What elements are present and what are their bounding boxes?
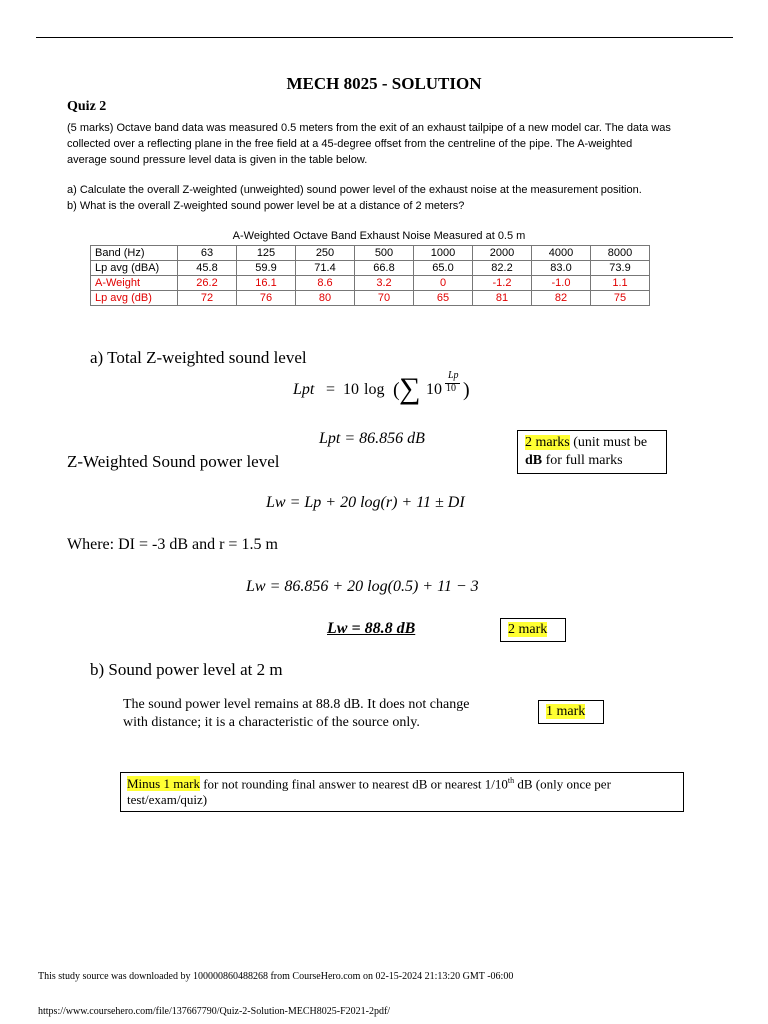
question-part-a: a) Calculate the overall Z-weighted (unweighted) sound power level of the exhaust noise at the measurement position. bbox=[67, 184, 642, 196]
penalty-text-end: dB (only once per test/exam/quiz) bbox=[127, 776, 611, 808]
z-weighted-heading: Z-Weighted Sound power level bbox=[67, 452, 280, 471]
eq-lhs: Lpt bbox=[293, 381, 315, 398]
table-cell: 82 bbox=[532, 291, 591, 306]
marks-highlight: 2 mark bbox=[508, 622, 548, 637]
equation-sound-power: Lw = Lp + 20 log(r) + 11 ± DI bbox=[266, 494, 465, 511]
penalty-highlight: Minus 1 mark bbox=[127, 776, 200, 792]
footer-source-url[interactable]: https://www.coursehero.com/file/137667790/Quiz-2-Solution-MECH8025-F2021-2pdf/ bbox=[38, 1006, 391, 1017]
table-cell: 66.8 bbox=[355, 261, 414, 276]
table-cell: 3.2 bbox=[355, 276, 414, 291]
table-row bbox=[91, 261, 650, 276]
table-cell: 73.9 bbox=[591, 261, 650, 276]
marks-note: (unit must be bbox=[569, 435, 648, 450]
table-cell: 1000 bbox=[414, 246, 473, 261]
table-cell: 4000 bbox=[532, 246, 591, 261]
question-line: (5 marks) Octave band data was measured 0.5 meters from the exit of an exhaust tailpipe of a new model car. The data was bbox=[67, 122, 671, 134]
where-line: Where: DI = -3 dB and r = 1.5 m bbox=[67, 536, 278, 553]
explanation-line: with distance; it is a characteristic of the source only. bbox=[123, 715, 420, 730]
table-cell: 80 bbox=[296, 291, 355, 306]
marks-note-end: for full marks bbox=[542, 453, 623, 468]
marks-box-lw bbox=[500, 618, 566, 642]
eq-log: log bbox=[364, 381, 385, 398]
table-cell: 0 bbox=[414, 276, 473, 291]
row-label: Lp avg (dBA) bbox=[91, 261, 178, 276]
marks-box-lpt bbox=[517, 430, 667, 474]
question-line: average sound pressure level data is given in the table below. bbox=[67, 154, 368, 166]
penalty-note-box bbox=[120, 772, 684, 812]
table-row bbox=[91, 276, 650, 291]
equation-final-answer: Lw = 88.8 dB bbox=[327, 620, 416, 637]
top-rule bbox=[36, 37, 733, 38]
marks-box-part-b bbox=[538, 700, 604, 724]
part-b-heading: b) Sound power level at 2 m bbox=[90, 660, 283, 679]
table-cell: 8000 bbox=[591, 246, 650, 261]
footer-download-notice: This study source was downloaded by 100000860488268 from CourseHero.com on 02-15-2024 21:13:20 GMT -06:00 bbox=[38, 971, 514, 982]
eq-open-paren: ( bbox=[393, 379, 400, 401]
table-caption: A-Weighted Octave Band Exhaust Noise Measured at 0.5 m bbox=[232, 230, 526, 242]
table-cell: 250 bbox=[296, 246, 355, 261]
table-row bbox=[91, 246, 650, 261]
table-cell: -1.2 bbox=[473, 276, 532, 291]
table-cell: 500 bbox=[355, 246, 414, 261]
table-cell: 26.2 bbox=[178, 276, 237, 291]
eq-close-paren: ) bbox=[463, 379, 470, 401]
table-cell: 76 bbox=[237, 291, 296, 306]
table-cell: 8.6 bbox=[296, 276, 355, 291]
quiz-label: Quiz 2 bbox=[67, 99, 107, 114]
table-cell: 16.1 bbox=[237, 276, 296, 291]
eq-sum: ∑ bbox=[399, 372, 421, 405]
table-cell: 83.0 bbox=[532, 261, 591, 276]
table-cell: 82.2 bbox=[473, 261, 532, 276]
row-label: Lp avg (dB) bbox=[91, 291, 178, 306]
octave-band-table bbox=[90, 245, 650, 306]
eq-exp-den: 10 bbox=[446, 383, 456, 394]
table-cell: 59.9 bbox=[237, 261, 296, 276]
table-cell: 81 bbox=[473, 291, 532, 306]
part-b-explanation bbox=[123, 696, 469, 732]
table-cell: 72 bbox=[178, 291, 237, 306]
eq-exp-num: Lp bbox=[448, 370, 459, 381]
table-cell: 71.4 bbox=[296, 261, 355, 276]
unit-bold: dB bbox=[525, 453, 543, 468]
penalty-superscript: th bbox=[507, 776, 515, 785]
eq-equals: = bbox=[326, 381, 336, 398]
table-cell: 2000 bbox=[473, 246, 532, 261]
question-parts bbox=[67, 182, 717, 214]
row-label: Band (Hz) bbox=[91, 246, 178, 261]
table-cell: 1.1 bbox=[591, 276, 650, 291]
question-paragraph bbox=[67, 120, 717, 168]
equation-total-level bbox=[293, 370, 493, 410]
table-cell: 70 bbox=[355, 291, 414, 306]
table-cell: -1.0 bbox=[532, 276, 591, 291]
marks-highlight: 2 marks bbox=[525, 435, 570, 450]
table-row bbox=[91, 291, 650, 306]
table-cell: 45.8 bbox=[178, 261, 237, 276]
question-line: collected over a reflecting plane in the free field at a 45-degree offset from the centreline of the pipe. The A-weighted bbox=[67, 138, 633, 150]
marks-highlight: 1 mark bbox=[546, 704, 586, 719]
table-cell: 65 bbox=[414, 291, 473, 306]
table-cell: 65.0 bbox=[414, 261, 473, 276]
explanation-line: The sound power level remains at 88.8 dB. It does not change bbox=[123, 697, 470, 712]
eq-base: 10 bbox=[426, 381, 442, 398]
eq-coefficient: 10 bbox=[343, 381, 359, 398]
table-cell: 75 bbox=[591, 291, 650, 306]
page-title: MECH 8025 - SOLUTION bbox=[286, 74, 482, 93]
table-cell: 63 bbox=[178, 246, 237, 261]
equation-substitution: Lw = 86.856 + 20 log(0.5) + 11 − 3 bbox=[246, 578, 479, 595]
penalty-text: for not rounding final answer to nearest dB or nearest 1/10 bbox=[199, 776, 508, 792]
row-label: A-Weight bbox=[91, 276, 178, 291]
part-a-heading: a) Total Z-weighted sound level bbox=[90, 348, 307, 367]
equation-lpt-result: Lpt = 86.856 dB bbox=[319, 430, 425, 447]
table-cell: 125 bbox=[237, 246, 296, 261]
question-part-b: b) What is the overall Z-weighted sound power level be at a distance of 2 meters? bbox=[67, 200, 465, 212]
